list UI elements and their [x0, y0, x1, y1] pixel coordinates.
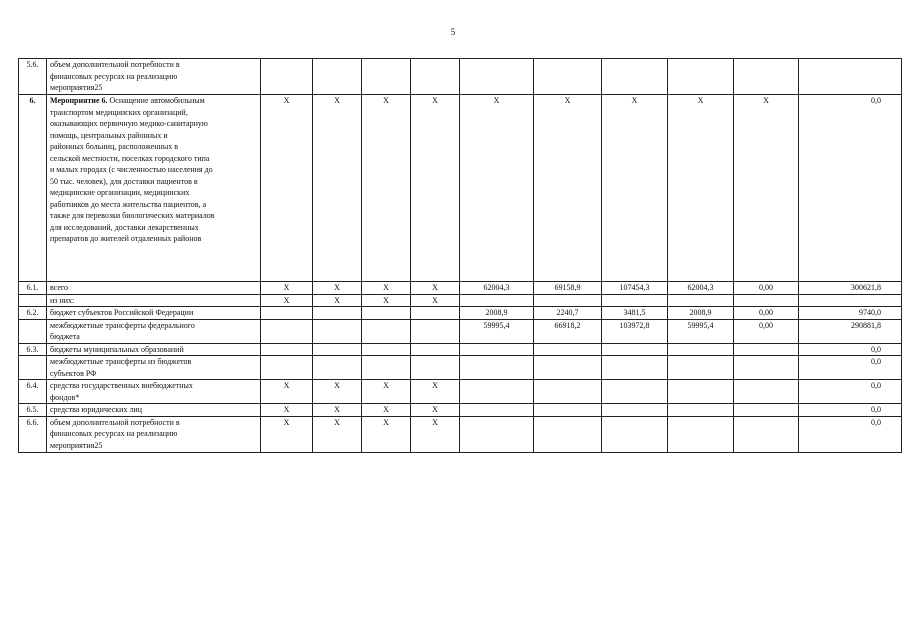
table-row — [19, 294, 902, 307]
row-number-cell: 6.1. — [19, 282, 47, 295]
value-cell: X — [602, 95, 668, 282]
value-cell: X — [362, 416, 411, 452]
value-cell: X — [313, 95, 362, 282]
value-cell — [734, 404, 799, 417]
value-cell: 0,00 — [734, 307, 799, 320]
description-text: средства государственных внебюджетных фондов* — [50, 381, 193, 402]
total-value-cell: 0,0 — [799, 356, 902, 380]
value-cell — [734, 59, 799, 95]
value-cell — [261, 59, 313, 95]
table-row — [19, 307, 902, 320]
value-cell — [460, 380, 534, 404]
value-cell — [460, 294, 534, 307]
value-cell — [460, 343, 534, 356]
value-cell: X — [313, 416, 362, 452]
description-text: бюджеты муниципальных образований — [50, 344, 184, 354]
value-cell — [734, 343, 799, 356]
value-cell: X — [668, 95, 734, 282]
description-text: средства юридических лиц — [50, 405, 142, 414]
value-cell: X — [362, 282, 411, 295]
value-cell: X — [261, 282, 313, 295]
row-number-cell — [19, 294, 47, 307]
value-cell — [602, 380, 668, 404]
value-cell: 2008,9 — [460, 307, 534, 320]
table-row — [19, 59, 902, 95]
table-row — [19, 416, 902, 452]
table-row — [19, 319, 902, 343]
value-cell — [602, 343, 668, 356]
row-number-cell — [19, 356, 47, 380]
value-cell — [534, 380, 602, 404]
description-cell — [47, 404, 261, 417]
table-row — [19, 282, 902, 295]
value-cell: X — [261, 416, 313, 452]
value-cell: X — [261, 404, 313, 417]
value-cell — [411, 356, 460, 380]
row-number-cell: 6.2. — [19, 307, 47, 320]
value-cell — [460, 416, 534, 452]
value-cell — [411, 307, 460, 320]
description-cell — [47, 343, 261, 356]
row-number-cell — [19, 319, 47, 343]
value-cell: X — [534, 95, 602, 282]
value-cell — [460, 356, 534, 380]
value-cell: X — [362, 95, 411, 282]
table-row — [19, 95, 902, 282]
description-cell — [47, 307, 261, 320]
value-cell — [261, 343, 313, 356]
value-cell: X — [362, 404, 411, 417]
value-cell — [602, 416, 668, 452]
total-value-cell: 0,0 — [799, 380, 902, 404]
description-cell — [47, 282, 261, 295]
value-cell — [362, 59, 411, 95]
value-cell: 0,00 — [734, 282, 799, 295]
value-cell: X — [460, 95, 534, 282]
value-cell: X — [313, 380, 362, 404]
value-cell — [668, 404, 734, 417]
description-text: из них: — [50, 295, 75, 305]
value-cell — [411, 319, 460, 343]
value-cell — [668, 356, 734, 380]
value-cell — [313, 59, 362, 95]
budget-table — [18, 58, 902, 453]
description-title: Мероприятие 6. — [50, 96, 108, 105]
description-text: Оснащение автомобильным транспортом медицинских организаций, оказывающих первичную медико-санитарную помощь, центральных районных и районных больниц, расположенных в сельской местности, поселках городского типа и малых городах (с численностью населения до 50 тыс. человек), для доставки пациентов в медицинские организации, медицинских работников до места жительства пациентов, а также для перевозки биологических материалов для исследований, доставки лекарственных препаратов до жителей отдаленных районов — [50, 96, 215, 243]
value-cell — [362, 343, 411, 356]
total-value-cell — [799, 59, 902, 95]
value-cell — [602, 59, 668, 95]
value-cell: X — [313, 404, 362, 417]
value-cell: 66918,2 — [534, 319, 602, 343]
value-cell: 69158,9 — [534, 282, 602, 295]
row-number-cell: 6. — [19, 95, 47, 282]
row-number-cell: 6.5. — [19, 404, 47, 417]
value-cell — [602, 356, 668, 380]
value-cell — [668, 380, 734, 404]
value-cell: 3481,5 — [602, 307, 668, 320]
total-value-cell: 0,0 — [799, 95, 902, 282]
value-cell — [734, 356, 799, 380]
description-text: объем дополнительной потребности в финансовых ресурсах на реализацию мероприятия25 — [50, 417, 180, 450]
description-cell — [47, 356, 261, 380]
description-cell — [47, 319, 261, 343]
value-cell: X — [411, 95, 460, 282]
total-value-cell: 300621,8 — [799, 282, 902, 295]
value-cell — [534, 356, 602, 380]
description-text: межбюджетные трансферты из бюджетов субъектов РФ — [50, 357, 192, 378]
value-cell — [411, 343, 460, 356]
value-cell — [668, 294, 734, 307]
value-cell: X — [362, 294, 411, 307]
value-cell — [534, 294, 602, 307]
table-row — [19, 404, 902, 417]
total-value-cell: 9740,0 — [799, 307, 902, 320]
value-cell: 2240,7 — [534, 307, 602, 320]
total-value-cell — [799, 294, 902, 307]
value-cell: 2008,9 — [668, 307, 734, 320]
table-body — [19, 59, 902, 453]
value-cell — [668, 416, 734, 452]
total-value-cell: 0,0 — [799, 343, 902, 356]
value-cell: 0,00 — [734, 319, 799, 343]
value-cell — [602, 294, 668, 307]
value-cell — [411, 59, 460, 95]
description-text: объем дополнительной потребности в финансовых ресурсах на реализацию мероприятия25 — [50, 60, 180, 92]
value-cell — [362, 307, 411, 320]
value-cell — [261, 307, 313, 320]
description-cell — [47, 95, 261, 282]
value-cell — [313, 319, 362, 343]
row-number-cell: 6.6. — [19, 416, 47, 452]
table-row — [19, 356, 902, 380]
value-cell — [668, 59, 734, 95]
value-cell: X — [313, 282, 362, 295]
value-cell — [313, 343, 362, 356]
description-cell — [47, 380, 261, 404]
description-cell — [47, 294, 261, 307]
value-cell — [362, 356, 411, 380]
value-cell — [534, 343, 602, 356]
total-value-cell: 0,0 — [799, 416, 902, 452]
value-cell — [602, 404, 668, 417]
total-value-cell: 0,0 — [799, 404, 902, 417]
description-text: бюджет субъектов Российской Федерации — [50, 308, 194, 317]
value-cell: X — [734, 95, 799, 282]
description-cell — [47, 416, 261, 452]
value-cell: 59995,4 — [668, 319, 734, 343]
value-cell — [313, 307, 362, 320]
value-cell — [261, 356, 313, 380]
description-text: межбюджетные трансферты федерального бюджета — [50, 320, 195, 341]
value-cell — [668, 343, 734, 356]
value-cell: 59995,4 — [460, 319, 534, 343]
value-cell: X — [313, 294, 362, 307]
value-cell: X — [261, 95, 313, 282]
value-cell — [460, 59, 534, 95]
value-cell: 62004,3 — [460, 282, 534, 295]
total-value-cell: 290881,8 — [799, 319, 902, 343]
value-cell — [734, 294, 799, 307]
value-cell — [534, 416, 602, 452]
description-text: всего — [50, 283, 69, 292]
table-row — [19, 380, 902, 404]
value-cell: X — [411, 380, 460, 404]
value-cell — [734, 380, 799, 404]
value-cell — [313, 356, 362, 380]
row-number-cell: 6.4. — [19, 380, 47, 404]
value-cell: X — [411, 404, 460, 417]
table-row — [19, 343, 902, 356]
value-cell: X — [411, 416, 460, 452]
page-number: 5 — [450, 27, 456, 37]
value-cell: X — [362, 380, 411, 404]
value-cell: X — [411, 294, 460, 307]
value-cell: X — [261, 294, 313, 307]
value-cell: X — [411, 282, 460, 295]
value-cell — [460, 404, 534, 417]
value-cell — [534, 404, 602, 417]
value-cell: 62004,3 — [668, 282, 734, 295]
value-cell — [362, 319, 411, 343]
row-number-cell: 6.3. — [19, 343, 47, 356]
description-cell — [47, 59, 261, 95]
row-number-cell: 5.6. — [19, 59, 47, 95]
value-cell — [534, 59, 602, 95]
value-cell: 103972,8 — [602, 319, 668, 343]
value-cell: X — [261, 380, 313, 404]
value-cell — [261, 319, 313, 343]
value-cell: 107454,3 — [602, 282, 668, 295]
value-cell — [734, 416, 799, 452]
